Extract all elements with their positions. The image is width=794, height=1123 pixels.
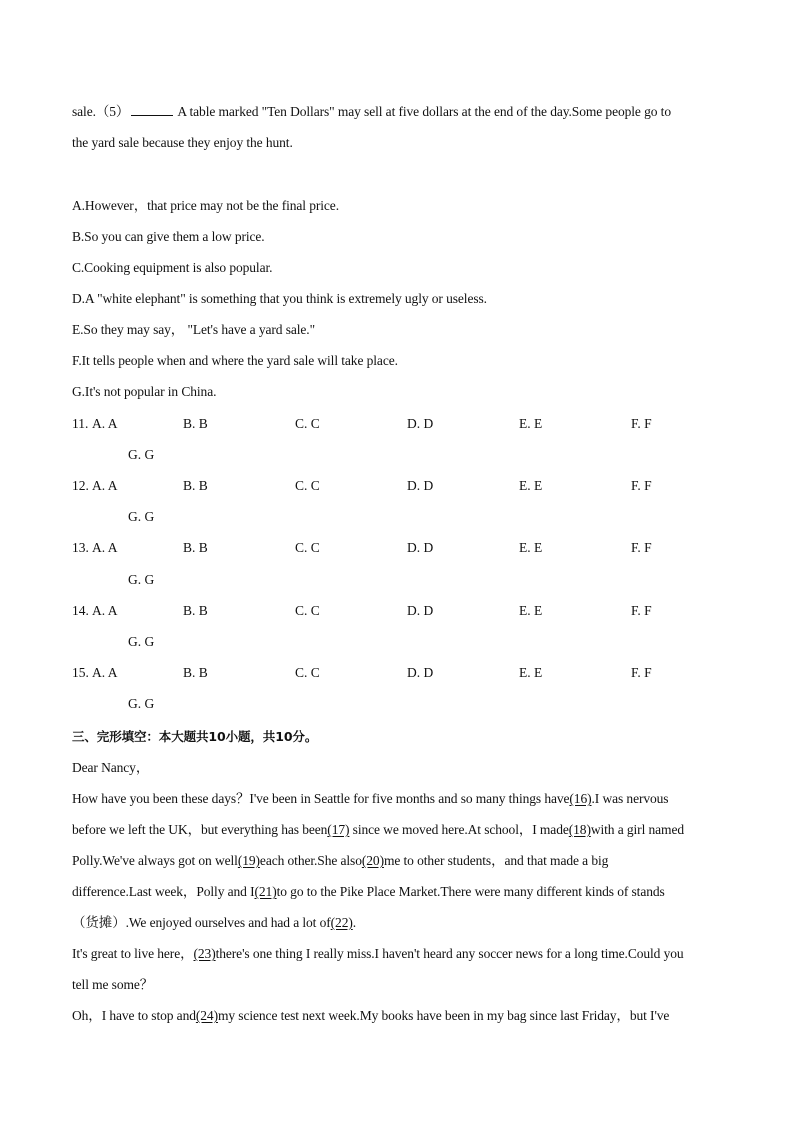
- choice-d[interactable]: D. D: [407, 540, 434, 555]
- option-e: E.So they may say， "Let's have a yard sale.": [72, 322, 315, 337]
- choice-g[interactable]: G. G: [128, 447, 155, 462]
- option-g: G.It's not popular in China.: [72, 384, 217, 399]
- heading-text: 三、完形填空：本大题共: [72, 729, 209, 744]
- choice-e[interactable]: E. E: [519, 540, 543, 555]
- answer-blank: [131, 104, 173, 116]
- choice-b[interactable]: B. B: [183, 665, 208, 680]
- choice-g[interactable]: G. G: [128, 509, 155, 524]
- choice-e[interactable]: E. E: [519, 665, 543, 680]
- option-a: A.However，that price may not be the final price.: [72, 198, 339, 213]
- question-number: 15.: [72, 665, 89, 680]
- letter-text: （货摊）.We enjoyed ourselves and had a lot of: [72, 915, 331, 930]
- choice-e[interactable]: E. E: [519, 416, 543, 431]
- letter-text: there's one thing I really miss.I haven't heard any soccer news for a long time.Could you: [215, 946, 684, 961]
- question-number: 12.: [72, 478, 89, 493]
- option-d: D.A "white elephant" is something that you think is extremely ugly or useless.: [72, 291, 487, 306]
- choice-g[interactable]: G. G: [128, 696, 155, 711]
- blank-20[interactable]: (20): [361, 853, 384, 868]
- letter-line: [72, 822, 684, 838]
- letter-text: How have you been these days？I've been in Seattle for five months and so many things have: [72, 791, 570, 806]
- choice-a[interactable]: A. A: [92, 665, 118, 680]
- choice-c[interactable]: C. C: [295, 603, 320, 618]
- choice-b[interactable]: B. B: [183, 478, 208, 493]
- choice-a[interactable]: A. A: [92, 478, 118, 493]
- letter-text: before we left the UK，but everything has been: [72, 822, 328, 837]
- choice-f[interactable]: F. F: [631, 416, 652, 431]
- letter-text: .I was nervous: [591, 791, 669, 806]
- letter-text: Oh，I have to stop and: [72, 1008, 196, 1023]
- letter-text: me to other students，and that made a big: [383, 853, 609, 868]
- letter-line: [72, 1008, 669, 1024]
- passage-line: [72, 104, 671, 120]
- letter-line: [72, 791, 668, 807]
- blank-19[interactable]: (19): [237, 853, 260, 868]
- letter-text: my science test next week.My books have been in my bag since last Friday，but I've: [217, 1008, 670, 1023]
- letter-text: since we moved here.At school，I made: [349, 822, 569, 837]
- choice-d[interactable]: D. D: [407, 665, 434, 680]
- letter-line: [72, 884, 665, 900]
- choice-a[interactable]: A. A: [92, 603, 118, 618]
- choice-f[interactable]: F. F: [631, 540, 652, 555]
- passage-text: A table marked "Ten Dollars" may sell at five dollars at the end of the day.Some people go to: [177, 104, 671, 119]
- blank-23[interactable]: (23): [193, 946, 216, 961]
- choice-c[interactable]: C. C: [295, 665, 320, 680]
- heading-number: 10: [208, 729, 226, 744]
- heading-text: 分。: [292, 729, 318, 744]
- choice-d[interactable]: D. D: [407, 478, 434, 493]
- blank-22[interactable]: (22): [330, 915, 353, 930]
- blank-24[interactable]: (24): [195, 1008, 218, 1023]
- letter-line: [72, 915, 356, 931]
- option-c: C.Cooking equipment is also popular.: [72, 260, 273, 275]
- question-number: 14.: [72, 603, 89, 618]
- question-number: 11.: [72, 416, 89, 431]
- option-b: B.So you can give them a low price.: [72, 229, 265, 244]
- blank-16[interactable]: (16): [569, 791, 592, 806]
- heading-text: 小题，共: [225, 729, 276, 744]
- blank-21[interactable]: (21): [254, 884, 277, 899]
- choice-g[interactable]: G. G: [128, 572, 155, 587]
- choice-e[interactable]: E. E: [519, 603, 543, 618]
- choice-e[interactable]: E. E: [519, 478, 543, 493]
- letter-text: to go to the Pike Place Market.There were many different kinds of stands: [276, 884, 665, 899]
- choice-f[interactable]: F. F: [631, 665, 652, 680]
- letter-text: difference.Last week，Polly and I: [72, 884, 255, 899]
- option-f: F.It tells people when and where the yard sale will take place.: [72, 353, 398, 368]
- choice-f[interactable]: F. F: [631, 603, 652, 618]
- letter-text: Polly.We've always got on well: [72, 853, 238, 868]
- letter-line: tell me some？: [72, 977, 154, 992]
- section-heading: [72, 729, 317, 745]
- letter-line: [72, 946, 684, 962]
- choice-f[interactable]: F. F: [631, 478, 652, 493]
- choice-b[interactable]: B. B: [183, 540, 208, 555]
- letter-text: It's great to live here，: [72, 946, 194, 961]
- passage-line: the yard sale because they enjoy the hunt.: [72, 135, 293, 150]
- blank-18[interactable]: (18): [568, 822, 591, 837]
- choice-a[interactable]: A. A: [92, 540, 118, 555]
- passage-text: sale.（5）: [72, 104, 130, 119]
- letter-text: with a girl named: [590, 822, 684, 837]
- choice-d[interactable]: D. D: [407, 416, 434, 431]
- blank-17[interactable]: (17): [327, 822, 350, 837]
- choice-g[interactable]: G. G: [128, 634, 155, 649]
- question-number: 13.: [72, 540, 89, 555]
- choice-c[interactable]: C. C: [295, 540, 320, 555]
- letter-greeting: Dear Nancy，: [72, 760, 150, 775]
- choice-b[interactable]: B. B: [183, 603, 208, 618]
- choice-d[interactable]: D. D: [407, 603, 434, 618]
- choice-a[interactable]: A. A: [92, 416, 118, 431]
- choice-c[interactable]: C. C: [295, 416, 320, 431]
- letter-line: [72, 853, 608, 869]
- letter-text: each other.She also: [259, 853, 362, 868]
- choice-c[interactable]: C. C: [295, 478, 320, 493]
- heading-number: 10: [275, 729, 293, 744]
- letter-text: .: [352, 915, 357, 930]
- choice-b[interactable]: B. B: [183, 416, 208, 431]
